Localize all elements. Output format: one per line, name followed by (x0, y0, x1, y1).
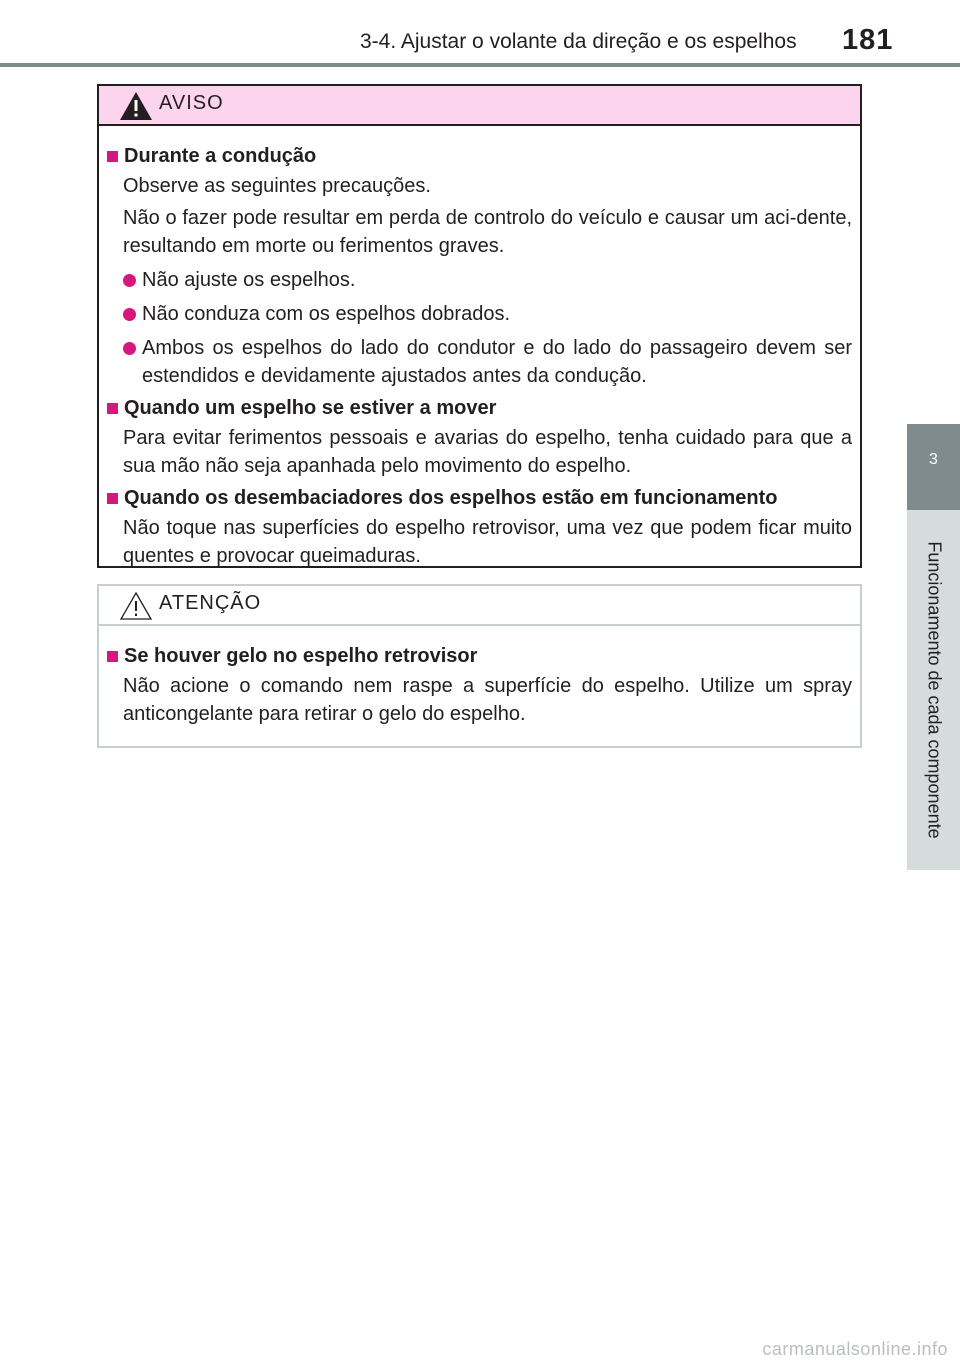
paragraph: Observe as seguintes precauções. (123, 175, 431, 197)
square-bullet-icon (107, 651, 118, 662)
page-number: 181 (842, 24, 894, 56)
section-heading-text: Se houver gelo no espelho retrovisor (124, 645, 478, 667)
section-heading (107, 642, 852, 670)
notice-box-header (99, 586, 860, 626)
notice-box-title: ATENÇÃO (159, 592, 262, 614)
section-heading-text: Durante a condução (124, 145, 317, 167)
section-heading (107, 484, 852, 512)
section-heading (107, 394, 852, 422)
warning-box-body (99, 126, 860, 570)
round-bullet-icon (123, 274, 136, 287)
paragraph: Não acione o comando nem raspe a superfície do espelho. Utilize um spray anticongelante para retirar o gelo do espelho. (123, 675, 852, 725)
section-heading (107, 142, 852, 170)
caution-triangle-icon (119, 591, 153, 621)
chapter-number: 3 (929, 451, 938, 468)
bullet-item (107, 300, 852, 328)
watermark: carmanualsonline.info (762, 1339, 948, 1359)
section-heading-text: Quando um espelho se estiver a mover (124, 397, 497, 419)
bullet-item (107, 334, 852, 390)
warning-box (97, 84, 862, 568)
paragraph: Para evitar ferimentos pessoais e avarias do espelho, tenha cuidado para que a sua mão não seja apanhada pelo movimento do espelho. (123, 427, 852, 477)
square-bullet-icon (107, 403, 118, 414)
warning-box-header (99, 86, 860, 126)
page-header-title: 3-4. Ajustar o volante da direção e os espelhos (360, 30, 797, 53)
notice-box (97, 584, 862, 748)
paragraph: Não o fazer pode resultar em perda de controlo do veículo e causar um aci-dente, resultando em morte ou ferimentos graves. (123, 207, 852, 257)
header-rule (0, 63, 960, 67)
bullet-item (107, 266, 852, 294)
paragraph: Não toque nas superfícies do espelho retrovisor, uma vez que podem ficar muito quentes e provocar queimaduras. (123, 517, 852, 567)
square-bullet-icon (107, 151, 118, 162)
chapter-tab (907, 424, 960, 510)
round-bullet-icon (123, 342, 136, 355)
bullet-text: Ambos os espelhos do lado do condutor e do lado do passageiro devem ser estendidos e devidamente ajustados antes da condução. (142, 337, 852, 387)
round-bullet-icon (123, 308, 136, 321)
notice-box-body (99, 626, 860, 728)
section-heading-text: Quando os desembaciadores dos espelhos estão em funcionamento (124, 487, 778, 509)
bullet-text: Não conduza com os espelhos dobrados. (142, 303, 511, 325)
chapter-title: Funcionamento de cada componente (924, 541, 945, 839)
bullet-text: Não ajuste os espelhos. (142, 269, 356, 291)
square-bullet-icon (107, 493, 118, 504)
warning-box-title: AVISO (159, 92, 224, 114)
warning-triangle-icon (119, 91, 153, 121)
